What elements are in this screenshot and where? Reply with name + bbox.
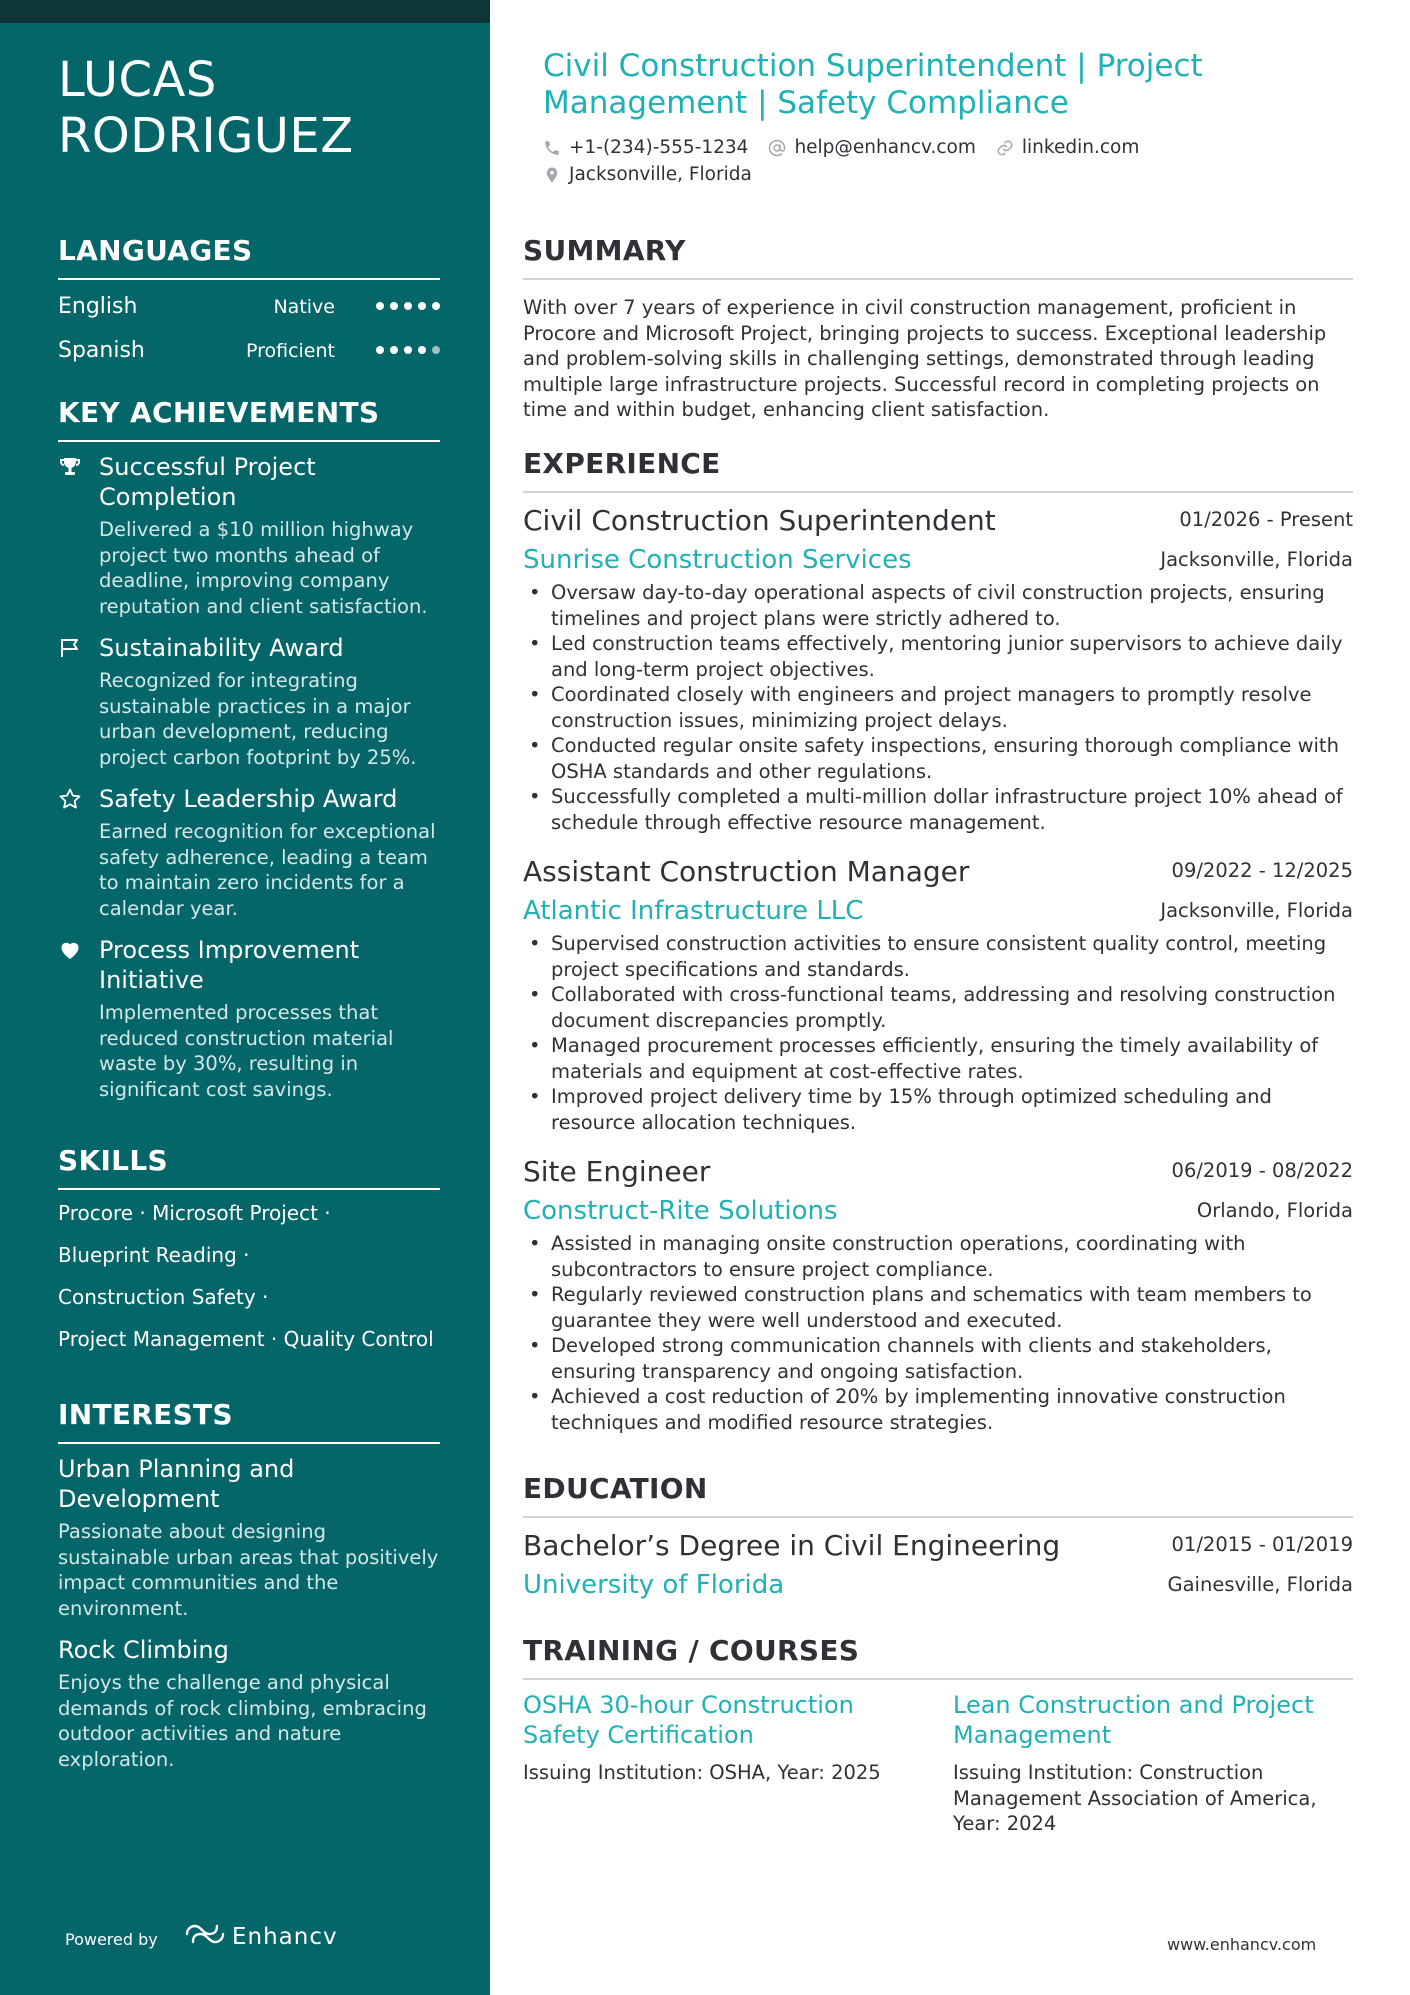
job-company: Atlantic Infrastructure LLC [523, 896, 864, 926]
flag-icon [58, 636, 82, 660]
job-bullet: • Oversaw day-to-day operational aspects of civil construction projects, ensuring timelines and project plans were strictly adhered to. [523, 580, 1353, 631]
job-bullet: • Regularly reviewed construction plans and schematics with team members to guarantee they were well understood and executed. [523, 1282, 1353, 1333]
contact-email[interactable]: help@enhancv.com [768, 137, 975, 158]
achievement-title: Safety Leadership Award [99, 785, 398, 813]
course-desc: Issuing Institution: OSHA, Year: 2025 [523, 1761, 881, 1784]
skill-line: Procore · Microsoft Project · [58, 1201, 331, 1225]
degree-title: Bachelor’s Degree in Civil Engineering [523, 1529, 1061, 1562]
interests-heading: INTERESTS [58, 1398, 440, 1444]
education-heading: EDUCATION [523, 1472, 1353, 1518]
course-item [523, 1690, 933, 1786]
achievements-section [58, 396, 440, 1102]
interest-item [58, 1635, 440, 1772]
interests-section [58, 1398, 440, 1772]
skills-section [58, 1144, 440, 1360]
skill-line: Blueprint Reading · [58, 1243, 250, 1267]
contact-location: Jacksonville, Florida [543, 164, 752, 185]
sidebar [0, 0, 490, 1995]
course-title: OSHA 30-hour Construction Safety Certification [523, 1691, 854, 1749]
education-location: Gainesville, Florida [1167, 1573, 1353, 1596]
heart-icon [58, 938, 82, 962]
language-item [58, 286, 440, 330]
at-sign-icon [768, 139, 786, 157]
trophy-icon [58, 455, 82, 479]
job-bullet: • Collaborated with cross-functional teams, addressing and resolving construction document discrepancies promptly. [523, 982, 1353, 1033]
job-company: Sunrise Construction Services [523, 545, 912, 575]
achievement-desc: Delivered a $10 million highway project two months ahead of deadline, improving company reputation and client satisfaction. [99, 518, 428, 618]
language-level: Native [273, 296, 335, 318]
language-rating [370, 339, 440, 360]
interest-title: Urban Planning and Development [58, 1455, 295, 1513]
interest-desc: Passionate about designing sustainable urban areas that positively impact communities and the environment. [58, 1520, 439, 1620]
achievements-heading: KEY ACHIEVEMENTS [58, 396, 440, 442]
footer-url[interactable]: www.enhancv.com [1167, 1935, 1317, 1954]
phone-icon [543, 139, 561, 157]
contact-phone[interactable]: +1-(234)-555-1234 [543, 137, 748, 158]
job-bullet: • Successfully completed a multi-million dollar infrastructure project 10% ahead of schedule through effective resource management. [523, 784, 1353, 835]
interest-title: Rock Climbing [58, 1636, 229, 1664]
job-entry [523, 855, 1353, 1135]
achievement-item [58, 935, 440, 1102]
job-bullets [523, 1231, 1353, 1435]
achievement-item [58, 452, 440, 619]
education-entry [523, 1529, 1353, 1605]
job-entry [523, 504, 1353, 835]
job-bullet: • Conducted regular onsite safety inspections, ensuring thorough compliance with OSHA standards and other regulations. [523, 733, 1353, 784]
link-icon [996, 139, 1014, 157]
job-date: 09/2022 - 12/2025 [1171, 859, 1353, 882]
job-date: 06/2019 - 08/2022 [1171, 1159, 1353, 1182]
achievement-desc: Recognized for integrating sustainable practices in a major urban development, reducing project carbon footprint by 25%. [99, 669, 417, 769]
language-name: English [58, 294, 138, 319]
job-bullets [523, 931, 1353, 1135]
school-name: University of Florida [523, 1570, 785, 1600]
job-location: Orlando, Florida [1196, 1199, 1353, 1222]
job-bullet: • Improved project delivery time by 15% through optimized scheduling and resource allocation techniques. [523, 1084, 1353, 1135]
achievement-title: Sustainability Award [99, 634, 344, 662]
job-bullet: • Coordinated closely with engineers and project managers to promptly resolve construction issues, minimizing project delays. [523, 682, 1353, 733]
job-bullet: • Achieved a cost reduction of 20% by implementing innovative construction techniques and modified resource strategies. [523, 1384, 1353, 1435]
skill-line: Construction Safety · [58, 1285, 269, 1309]
languages-heading: LANGUAGES [58, 234, 440, 280]
summary-heading: SUMMARY [523, 234, 1353, 280]
language-rating [370, 295, 440, 316]
experience-heading: EXPERIENCE [523, 447, 1353, 493]
enhancv-brand: Enhancv [232, 1924, 338, 1950]
achievement-desc: Earned recognition for exceptional safety adherence, leading a team to maintain zero incidents for a calendar year. [99, 820, 436, 920]
training-heading: TRAINING / COURSES [523, 1634, 1353, 1680]
job-location: Jacksonville, Florida [1160, 899, 1353, 922]
job-bullet: • Developed strong communication channels with clients and stakeholders, ensuring transparency and ongoing satisfaction. [523, 1333, 1353, 1384]
language-item [58, 330, 440, 374]
job-company: Construct-Rite Solutions [523, 1196, 838, 1226]
job-bullets [523, 580, 1353, 835]
job-title: Assistant Construction Manager [523, 855, 970, 888]
job-date: 01/2026 - Present [1179, 508, 1353, 531]
candidate-name: LUCAS RODRIGUEZ [58, 52, 354, 164]
job-location: Jacksonville, Florida [1160, 548, 1353, 571]
powered-by-label: Powered by [65, 1930, 158, 1949]
languages-section [58, 234, 440, 374]
location-pin-icon [543, 166, 561, 184]
interest-item [58, 1454, 440, 1621]
job-entry [523, 1155, 1353, 1435]
course-title: Lean Construction and Project Management [953, 1691, 1314, 1749]
course-desc: Issuing Institution: Construction Management Association of America, Year: 2024 [953, 1761, 1317, 1835]
job-bullet: • Led construction teams effectively, mentoring junior supervisors to achieve daily and long-term project objectives. [523, 631, 1353, 682]
contact-linkedin[interactable]: linkedin.com [996, 137, 1139, 158]
job-title: Site Engineer [523, 1155, 711, 1188]
summary-text: With over 7 years of experience in civil construction management, proficient in Procore and Microsoft Project, bringing projects to success. Exceptional leadership and problem-solving skills in challenging settings, demonstrated through leading multiple large infrastructure projects. Successful record in completing projects on time and within budget, enhancing client satisfaction. [523, 296, 1327, 421]
course-item [953, 1690, 1353, 1837]
contact-info [543, 134, 1343, 188]
education-date: 01/2015 - 01/2019 [1171, 1533, 1353, 1556]
achievement-title: Process Improvement Initiative [99, 936, 360, 994]
skills-list [58, 1192, 440, 1360]
headline: Civil Construction Superintendent | Project Management | Safety Compliance [543, 48, 1203, 121]
job-title: Civil Construction Superintendent [523, 504, 996, 537]
enhancv-logo-icon [183, 1921, 227, 1947]
achievement-desc: Implemented processes that reduced construction material waste by 30%, resulting in significant cost savings. [99, 1001, 394, 1101]
skill-line: Project Management · Quality Control [58, 1327, 434, 1351]
achievement-title: Successful Project Completion [99, 453, 316, 511]
job-bullet: • Supervised construction activities to ensure consistent quality control, meeting project specifications and standards. [523, 931, 1353, 982]
job-bullet: • Managed procurement processes efficiently, ensuring the timely availability of materials and equipment at cost-effective rates. [523, 1033, 1353, 1084]
achievement-item [58, 633, 440, 770]
sidebar-top-band [0, 0, 490, 23]
achievement-item [58, 784, 440, 921]
job-bullet: • Assisted in managing onsite construction operations, coordinating with subcontractors to ensure project compliance. [523, 1231, 1353, 1282]
skills-heading: SKILLS [58, 1144, 440, 1190]
star-icon [58, 787, 82, 811]
language-name: Spanish [58, 338, 145, 363]
language-level: Proficient [245, 340, 335, 362]
interest-desc: Enjoys the challenge and physical demands of rock climbing, embracing outdoor activities and nature exploration. [58, 1671, 427, 1771]
